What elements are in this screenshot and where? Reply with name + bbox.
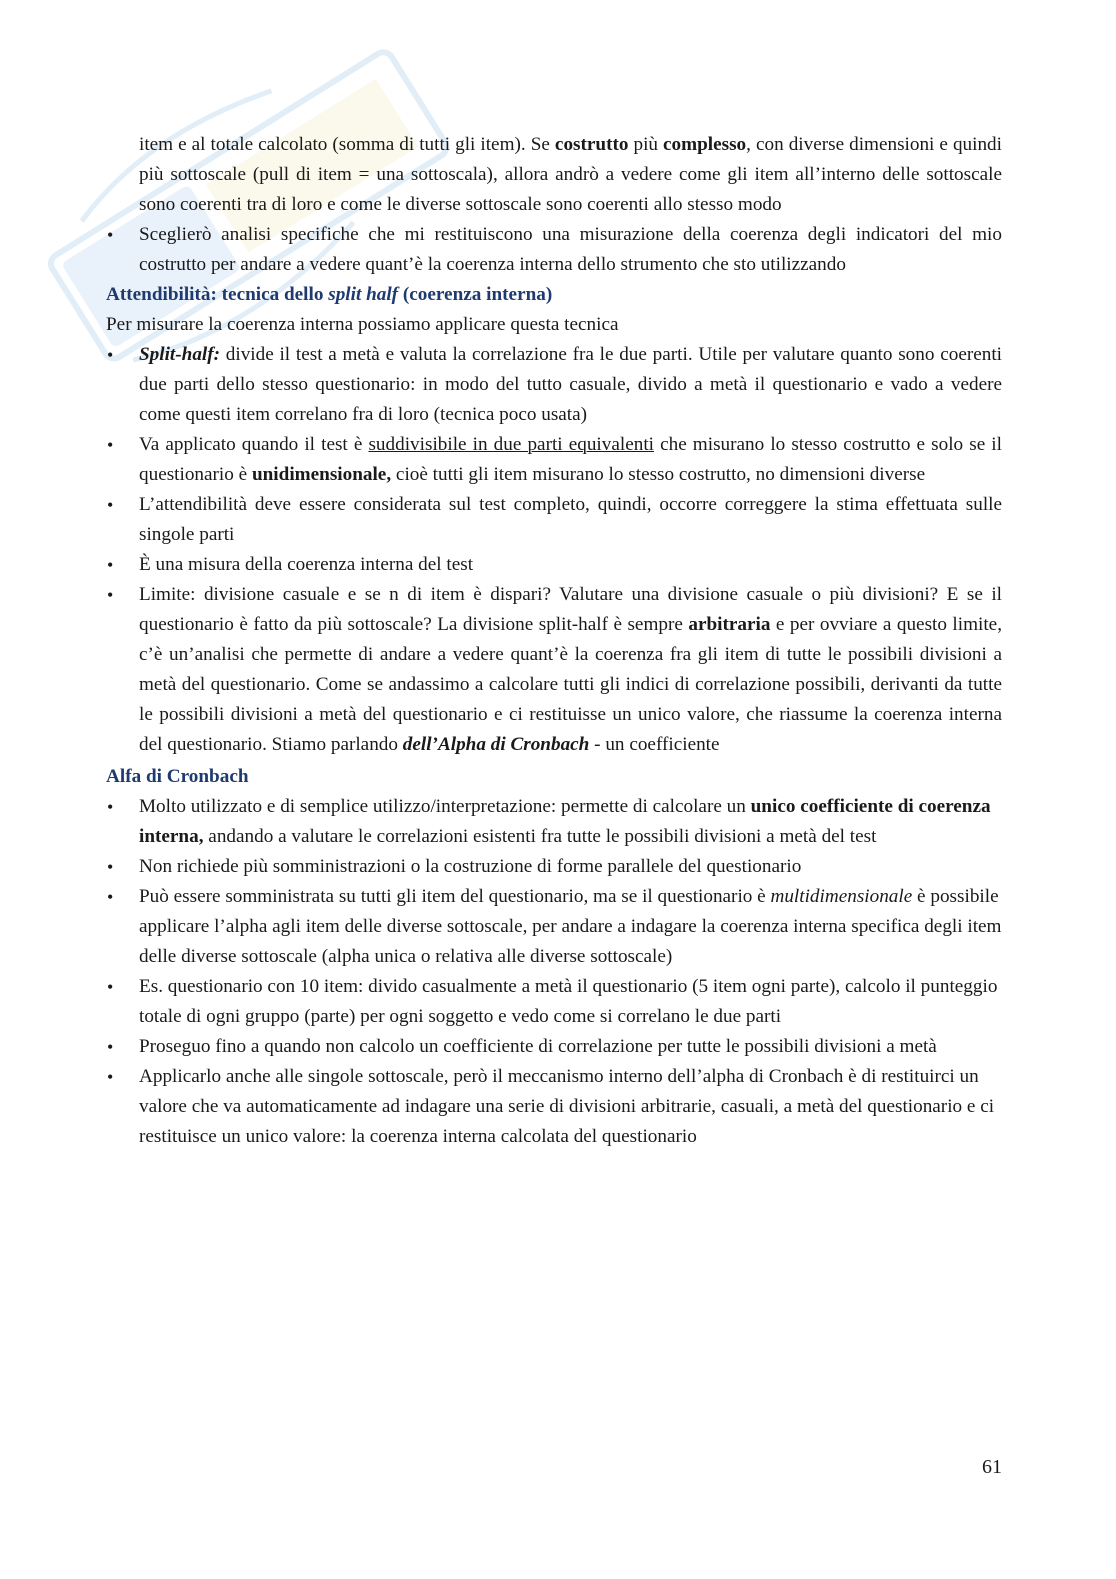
text-run: che misurano lo stesso costrutto e solo se il questionario è: [139, 434, 1002, 485]
text-run: andando a valutare le correlazioni esistenti fra tutte le possibili divisioni a metà del test: [203, 826, 877, 847]
text-run: - un coefficiente: [589, 734, 720, 755]
text-run: Proseguo fino a quando non calcolo un coefficiente di correlazione per tutte le possibili divisioni a metà: [139, 1036, 937, 1057]
text-run: (coerenza interna): [398, 284, 553, 305]
text-run: item e al totale calcolato (somma di tutti gli item). Se: [139, 134, 555, 155]
bullet-item: [106, 972, 1002, 1032]
text-run: suddivisibile in due parti equivalenti: [368, 434, 654, 455]
text-run: Sceglierò analisi specifiche che mi restituiscono una misurazione della coerenza degli indicatori del mio costrutto per andare a vedere quant’è la coerenza interna dello strumento che sto utilizzando: [139, 224, 1002, 275]
text-run: È una misura della coerenza interna del test: [139, 554, 474, 575]
text-run: Alfa di Cronbach: [106, 766, 249, 787]
text-run: Può essere somministrata su tutti gli item del questionario, ma se il questionario è: [139, 886, 771, 907]
document-page: [106, 130, 1002, 1152]
text-run: e per ovviare a questo limite, c’è un’analisi che permette di andare a vedere quant’è la coerenza fra gli item di tutte le possibili divisioni a metà del questionario. Come se andassimo a calcolare tutti gli indici di correlazione possibili, derivanti da tutte le possibili divisioni a metà del questionario e ci restituisse un unico valore, che riassume la coerenza interna del questionario. Stiamo parlando: [139, 614, 1002, 755]
text-run: Split-half:: [139, 344, 221, 365]
bullet-item: [106, 882, 1002, 972]
bullet-item: [106, 220, 1002, 280]
text-run: multidimensionale: [770, 886, 913, 907]
text-run: L’attendibilità deve essere considerata sul test completo, quindi, occorre correggere la stima effettuata sulle singole parti: [139, 494, 1002, 545]
text-run: più: [628, 134, 664, 155]
text-run: Limite: divisione casuale e se n di item è dispari? Valutare una divisione casuale o più divisioni? E se il questionario è fatto da più sottoscale? La divisione split-half è sempre: [139, 584, 1002, 635]
page-number: 61: [982, 1456, 1002, 1478]
text-run: Applicarlo anche alle singole sottoscale, però il meccanismo interno dell’alpha di Cronbach è di restituirci un valore che va automaticamente ad indagare una serie di divisioni arbitrarie, casuali, a metà del questionario e ci restituisce un unico valore: la coerenza interna calcolata del questionario: [139, 1066, 995, 1147]
bullet-item: [106, 792, 1002, 852]
intro-bullet-list: [106, 220, 1002, 280]
text-run: divide il test a metà e valuta la correlazione fra le due parti. Utile per valutare quanto sono coerenti due parti dello stesso questionario: in modo del tutto casuale, divido a metà il questionario e vado a vedere come questi item correlano fra di loro (tecnica poco usata): [139, 344, 1002, 425]
section-heading-split-half: [106, 280, 1002, 310]
section-heading-cronbach: [106, 762, 1002, 792]
text-run: Non richiede più somministrazioni o la costruzione di forme parallele del questionario: [139, 856, 802, 877]
text-run: Molto utilizzato e di semplice utilizzo/interpretazione: permette di calcolare un: [139, 796, 751, 817]
bullet-item: [106, 580, 1002, 760]
cronbach-bullet-list: [106, 792, 1002, 1152]
text-run: Es. questionario con 10 item: divido casualmente a metà il questionario (5 item ogni parte), calcolo il punteggio totale di ogni gruppo (parte) per ogni soggetto e vedo come si correlano le due parti: [139, 976, 998, 1027]
text-run: unico coefficiente di coerenza interna,: [139, 796, 991, 847]
split-half-intro: Per misurare la coerenza interna possiamo applicare questa tecnica: [106, 314, 619, 335]
bullet-item: [106, 340, 1002, 430]
split-half-bullet-list: [106, 340, 1002, 760]
text-run: Va applicato quando il test è: [139, 434, 369, 455]
text-run: costrutto: [554, 134, 629, 155]
text-run: arbitraria: [688, 614, 771, 635]
text-run: split half: [328, 284, 399, 305]
text-run: cioè tutti gli item misurano lo stesso costrutto, no dimensioni diverse: [391, 464, 926, 485]
text-run: dell’Alpha di Cronbach: [402, 734, 590, 755]
bullet-item: [106, 430, 1002, 490]
bullet-item: [106, 1062, 1002, 1152]
continuation-paragraph: [139, 130, 1002, 220]
bullet-item: [106, 1032, 1002, 1062]
text-run: unidimensionale,: [251, 464, 392, 485]
text-run: è possibile applicare l’alpha agli item delle diverse sottoscale, per andare a indagare la coerenza interna specifica degli item delle diverse sottoscale (alpha unica o relativa alle diverse sottoscale): [139, 886, 1002, 967]
text-run: , con diverse dimensioni e quindi più sottoscale (pull di item = una sottoscala), allora andrò a vedere come gli item all’interno delle sottoscale sono coerenti tra di loro e come le diverse sottoscale sono coerenti allo stesso modo: [139, 134, 1002, 215]
bullet-item: [106, 852, 1002, 882]
bullet-item: [106, 550, 1002, 580]
bullet-item: [106, 490, 1002, 550]
text-run: Attendibilità: tecnica dello: [106, 284, 329, 305]
text-run: complesso: [663, 134, 747, 155]
